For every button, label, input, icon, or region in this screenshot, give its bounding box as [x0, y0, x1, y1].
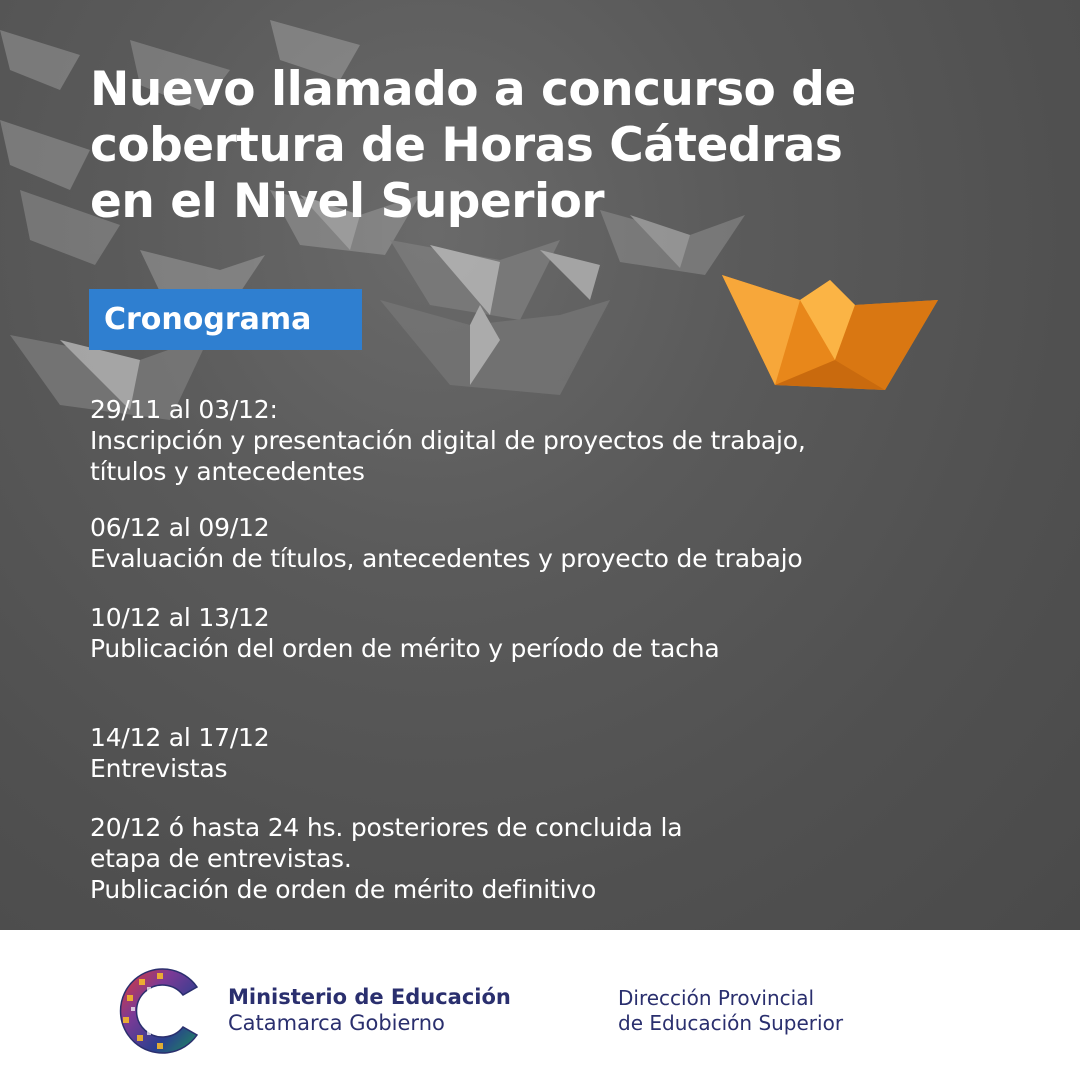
schedule-date: 10/12 al 13/12 — [90, 603, 270, 632]
footer — [0, 930, 1080, 1080]
ministry-line-2: Catamarca Gobierno — [228, 1011, 445, 1035]
schedule-entry-5 — [90, 812, 1050, 905]
schedule-text: Publicación del orden de mérito y período de tacha — [90, 634, 720, 663]
schedule-text: Evaluación de títulos, antecedentes y proyecto de trabajo — [90, 544, 803, 573]
orange-paper-boat-icon — [722, 275, 938, 390]
schedule-text: títulos y antecedentes — [90, 457, 365, 486]
schedule-text: Entrevistas — [90, 754, 228, 783]
schedule-date: 20/12 ó hasta 24 hs. posteriores de concluida la — [90, 813, 683, 842]
schedule-date: 29/11 al 03/12: — [90, 395, 278, 424]
ministry-line-1: Ministerio de Educación — [228, 985, 511, 1009]
direction-name — [618, 986, 843, 1036]
schedule-text: etapa de entrevistas. — [90, 844, 352, 873]
cronograma-tag: Cronograma — [89, 289, 362, 350]
headline-line-1: Nuevo llamado a concurso de — [90, 62, 856, 117]
schedule-text: Inscripción y presentación digital de proyectos de trabajo, — [90, 426, 806, 455]
headline-line-3: en el Nivel Superior — [90, 174, 605, 229]
ministry-name — [228, 984, 511, 1036]
schedule-date: 06/12 al 09/12 — [90, 513, 270, 542]
schedule-date: 14/12 al 17/12 — [90, 723, 270, 752]
catamarca-c-logo-icon — [113, 965, 208, 1057]
headline-line-2: cobertura de Horas Cátedras — [90, 118, 843, 173]
direction-line-2: de Educación Superior — [618, 1011, 844, 1035]
schedule-text: Publicación de orden de mérito definitivo — [90, 875, 597, 904]
schedule-entry-3 — [90, 602, 1050, 664]
schedule-entry-4 — [90, 722, 1050, 784]
schedule-entry-1 — [90, 394, 1050, 487]
schedule-entry-2 — [90, 512, 1050, 574]
direction-line-1: Dirección Provincial — [618, 986, 815, 1010]
headline-title — [90, 62, 1030, 230]
